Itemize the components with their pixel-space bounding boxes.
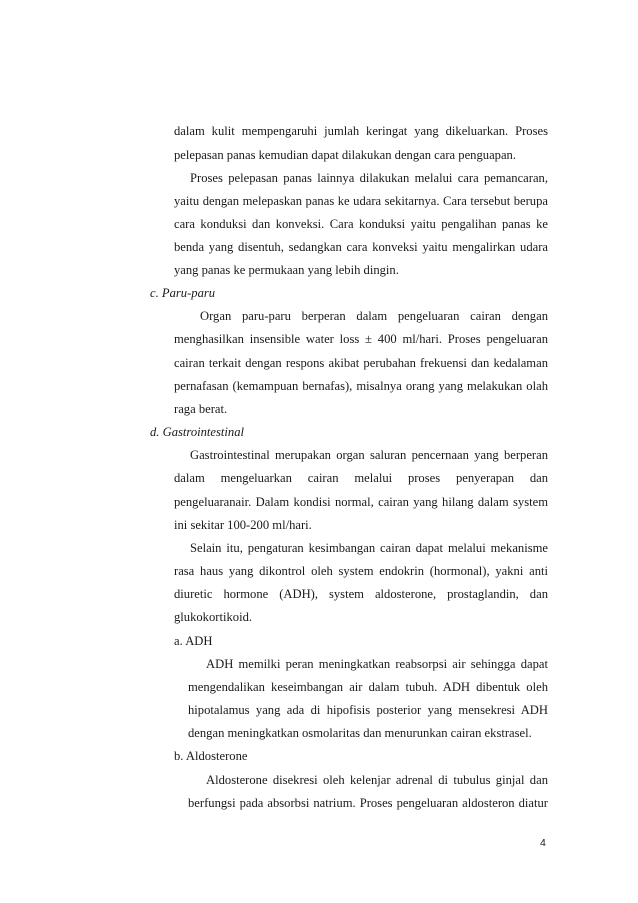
text-line: raga berat. [174,402,228,416]
text-line: berfungsi pada absorbsi natrium. Proses pengeluaran aldosteron diatur [188,796,548,810]
text-line: pernafasan (kemampuan bernafas), misalnya orang yang melakukan olah [174,379,548,393]
text-line: yaitu dengan melepaskan panas ke udara sekitarnya. Cara tersebut berupa [174,194,548,208]
text-line: glukokortikoid. [174,610,253,624]
text-line: menghasilkan insensible water loss ± 400 ml/hari. Proses pengeluaran [174,332,548,346]
text-line: dalam kulit mempengaruhi jumlah keringat yang dikeluarkan. Proses [174,124,548,138]
text-line: pengeluaranair. Dalam kondisi normal, cairan yang hilang dalam system [174,495,548,509]
subsection-heading: b. Aldosterone [174,749,248,763]
text-line: pelepasan panas kemudian dapat dilakukan dengan cara penguapan. [174,148,516,162]
text-line: dalam mengeluarkan cairan melalui proses penyerapan dan [174,471,548,485]
text-line: rasa haus yang dikontrol oleh system endokrin (hormonal), yakni anti [174,564,548,578]
text-line: hipotalamus yang ada di hipofisis posterior yang mensekresi ADH [188,703,548,717]
text-line: Proses pelepasan panas lainnya dilakukan melalui cara pemancaran, [190,171,548,185]
section-heading: d. Gastrointestinal [150,425,244,439]
text-line: Selain itu, pengaturan kesimbangan cairan dapat melalui mekanisme [190,541,548,555]
section-heading: c. Paru-paru [150,286,216,300]
text-line: ini sekitar 100-200 ml/hari. [174,518,312,532]
text-line: Organ paru-paru berperan dalam pengeluaran cairan dengan [200,309,548,323]
text-line: mengendalikan keseimbangan air dalam tubuh. ADH dibentuk oleh [188,680,548,694]
text-line: diuretic hormone (ADH), system aldosterone, prostaglandin, dan [174,587,548,601]
text-line: benda yang disentuh, sedangkan cara konveksi yaitu mengalirkan udara [174,240,548,254]
subsection-heading: a. ADH [174,634,213,648]
text-line: cairan terkait dengan respons akibat perubahan frekuensi dan kedalaman [174,356,548,370]
text-line: yang panas ke permukaan yang lebih dingin. [174,263,399,277]
text-line: ADH memilki peran meningkatkan reabsorpsi air sehingga dapat [206,657,548,671]
text-line: Gastrointestinal merupakan organ saluran pencernaan yang berperan [190,448,548,462]
text-line: Aldosterone disekresi oleh kelenjar adrenal di tubulus ginjal dan [206,773,548,787]
text-line: cara konduksi dan konveksi. Cara konduksi yaitu pengalihan panas ke [174,217,548,231]
text-line: dengan meningkatkan osmolaritas dan menurunkan cairan ekstrasel. [188,726,532,740]
page-number: 4 [540,837,546,849]
